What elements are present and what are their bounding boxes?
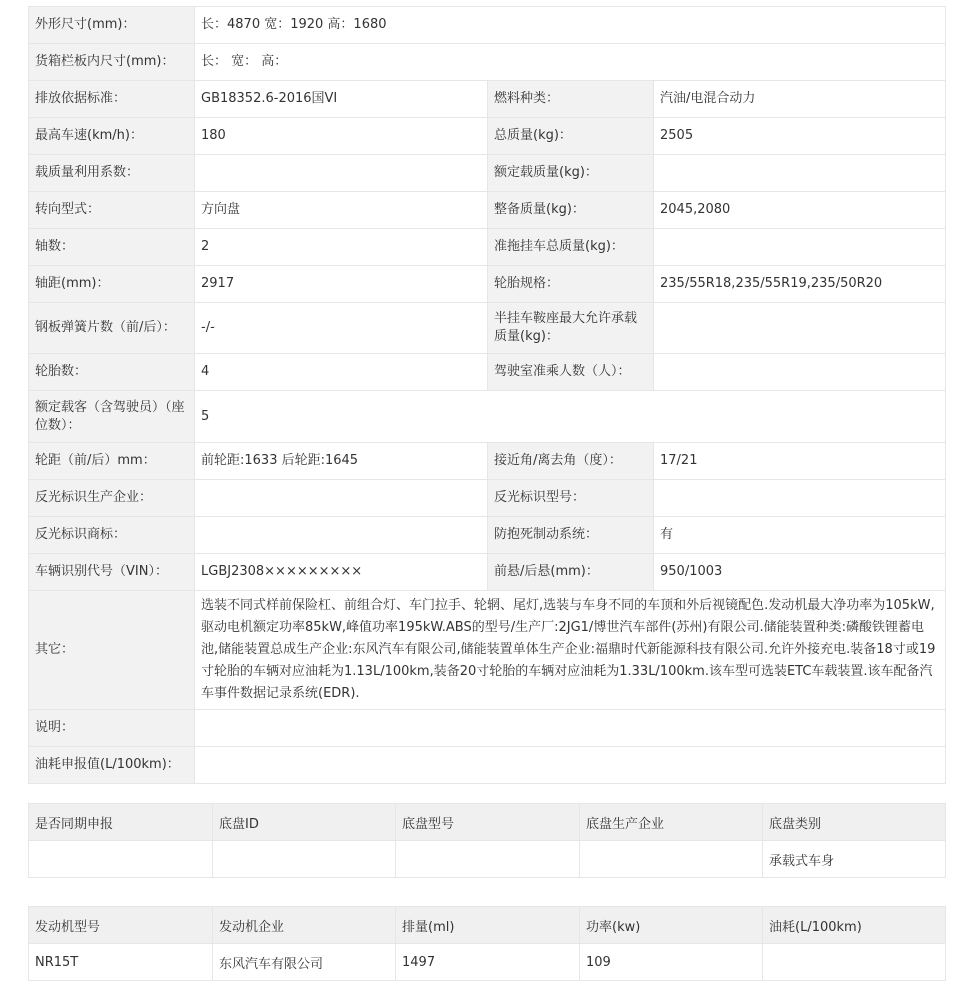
spec-label: 反光标识型号： [488, 480, 654, 517]
spec-label: 准拖挂车总质量(kg)： [488, 229, 654, 266]
spec-row [29, 155, 946, 192]
spec-row [29, 354, 946, 391]
spec-value: 方向盘 [195, 192, 488, 229]
spec-label: 说明： [29, 710, 195, 747]
spec-value: 950/1003 [654, 554, 946, 591]
column-header: 底盘ID [213, 804, 396, 841]
spec-row [29, 118, 946, 155]
spec-value [195, 747, 946, 784]
spec-row [29, 554, 946, 591]
spec-value [195, 517, 488, 554]
column-header: 油耗(L/100km) [763, 907, 946, 944]
spec-value [654, 480, 946, 517]
table-cell [29, 841, 213, 878]
spec-row-other [29, 591, 946, 710]
table-row [29, 944, 946, 981]
spec-label: 反光标识商标： [29, 517, 195, 554]
spec-row-fuel [29, 747, 946, 784]
spec-label: 车辆识别代号（VIN）： [29, 554, 195, 591]
spec-value [654, 354, 946, 391]
spec-label: 总质量(kg)： [488, 118, 654, 155]
spec-row-dimensions [29, 7, 946, 44]
spec-value: 有 [654, 517, 946, 554]
spec-value: 2 [195, 229, 488, 266]
spec-label: 额定载客（含驾驶员）（座位数）： [29, 391, 195, 443]
vehicle-spec-table [28, 6, 946, 784]
spec-value: 2917 [195, 266, 488, 303]
spec-value: 2505 [654, 118, 946, 155]
column-header: 是否同期申报 [29, 804, 213, 841]
spec-value: 长： 宽： 高： [195, 44, 946, 81]
spec-row [29, 517, 946, 554]
column-header: 排量(ml) [396, 907, 580, 944]
column-header: 发动机企业 [213, 907, 396, 944]
column-header: 功率(kw) [580, 907, 763, 944]
spec-label: 转向型式： [29, 192, 195, 229]
spec-label: 燃料种类： [488, 81, 654, 118]
spec-label: 货箱栏板内尺寸(mm)： [29, 44, 195, 81]
spec-row [29, 480, 946, 517]
engine-table [28, 906, 946, 981]
spec-value: -/- [195, 303, 488, 354]
spec-value: 235/55R18,235/55R19,235/50R20 [654, 266, 946, 303]
table-cell: 承载式车身 [763, 841, 946, 878]
table-row [29, 841, 946, 878]
table-cell [213, 841, 396, 878]
spec-label: 接近角/离去角（度）： [488, 443, 654, 480]
engine-header-row [29, 907, 946, 944]
column-header: 发动机型号 [29, 907, 213, 944]
spec-label: 载质量利用系数： [29, 155, 195, 192]
spec-value: 180 [195, 118, 488, 155]
spec-label: 油耗申报值(L/100km)： [29, 747, 195, 784]
spec-value: 前轮距:1633 后轮距:1645 [195, 443, 488, 480]
spec-notes: 选装不同式样前保险杠、前组合灯、车门拉手、轮辋、尾灯,选装与车身不同的车顶和外后视镜配色.发动机最大净功率为105kW,驱动电机额定功率85kW,峰值功率195kW.ABS的型号/生产厂:2JG1/博世汽车部件(苏州)有限公司.储能装置种类:磷酸铁锂蓄电池,储能装置总成生产企业:东风汽车有限公司,储能装置单体生产企业:福鼎时代新能源科技有限公司.允许外接充电.装备18寸或19寸轮胎的车辆对应油耗为1.13L/100km,装备20寸轮胎的车辆对应油耗为1.33L/100km.该车型可选装ETC车载装置.该车配备汽车事件数据记录系统(EDR). [195, 591, 946, 710]
spec-row [29, 303, 946, 354]
spec-label: 最高车速(km/h)： [29, 118, 195, 155]
spec-value: 17/21 [654, 443, 946, 480]
spec-value [654, 155, 946, 192]
spec-value [195, 155, 488, 192]
spec-row-remark [29, 710, 946, 747]
spec-label: 前悬/后悬(mm)： [488, 554, 654, 591]
spec-row-seats [29, 391, 946, 443]
spec-label: 外形尺寸(mm)： [29, 7, 195, 44]
column-header: 底盘型号 [396, 804, 580, 841]
column-header: 底盘生产企业 [580, 804, 763, 841]
table-cell [396, 841, 580, 878]
table-cell: 1497 [396, 944, 580, 981]
table-cell: 109 [580, 944, 763, 981]
spec-label: 其它： [29, 591, 195, 710]
column-header: 底盘类别 [763, 804, 946, 841]
chassis-table [28, 803, 946, 878]
spec-value [654, 229, 946, 266]
table-cell: NR15T [29, 944, 213, 981]
spec-label: 整备质量(kg)： [488, 192, 654, 229]
table-cell [580, 841, 763, 878]
spec-value: 2045,2080 [654, 192, 946, 229]
table-cell: 东风汽车有限公司 [213, 944, 396, 981]
spec-row [29, 443, 946, 480]
spec-value [654, 303, 946, 354]
spec-row [29, 81, 946, 118]
spec-label: 额定载质量(kg)： [488, 155, 654, 192]
spec-row [29, 192, 946, 229]
spec-label: 轮距（前/后）mm： [29, 443, 195, 480]
spec-row [29, 229, 946, 266]
spec-value: GB18352.6-2016国VI [195, 81, 488, 118]
spec-value: 4 [195, 354, 488, 391]
spec-label: 排放依据标准： [29, 81, 195, 118]
spec-label: 防抱死制动系统： [488, 517, 654, 554]
spec-label: 轮胎规格： [488, 266, 654, 303]
spec-label: 半挂车鞍座最大允许承载质量(kg)： [488, 303, 654, 354]
spec-label: 轴数： [29, 229, 195, 266]
spec-value [195, 710, 946, 747]
spec-value: LGBJ2308××××××××× [195, 554, 488, 591]
spec-label: 钢板弹簧片数（前/后）： [29, 303, 195, 354]
spec-value: 5 [195, 391, 946, 443]
spec-value: 长：4870 宽：1920 高：1680 [195, 7, 946, 44]
table-cell [763, 944, 946, 981]
spec-label: 驾驶室准乘人数（人）： [488, 354, 654, 391]
chassis-header-row [29, 804, 946, 841]
spec-row [29, 266, 946, 303]
spec-label: 轴距(mm)： [29, 266, 195, 303]
spec-value: 汽油/电混合动力 [654, 81, 946, 118]
spec-value [195, 480, 488, 517]
spec-row-cargo [29, 44, 946, 81]
spec-label: 反光标识生产企业： [29, 480, 195, 517]
spec-label: 轮胎数： [29, 354, 195, 391]
